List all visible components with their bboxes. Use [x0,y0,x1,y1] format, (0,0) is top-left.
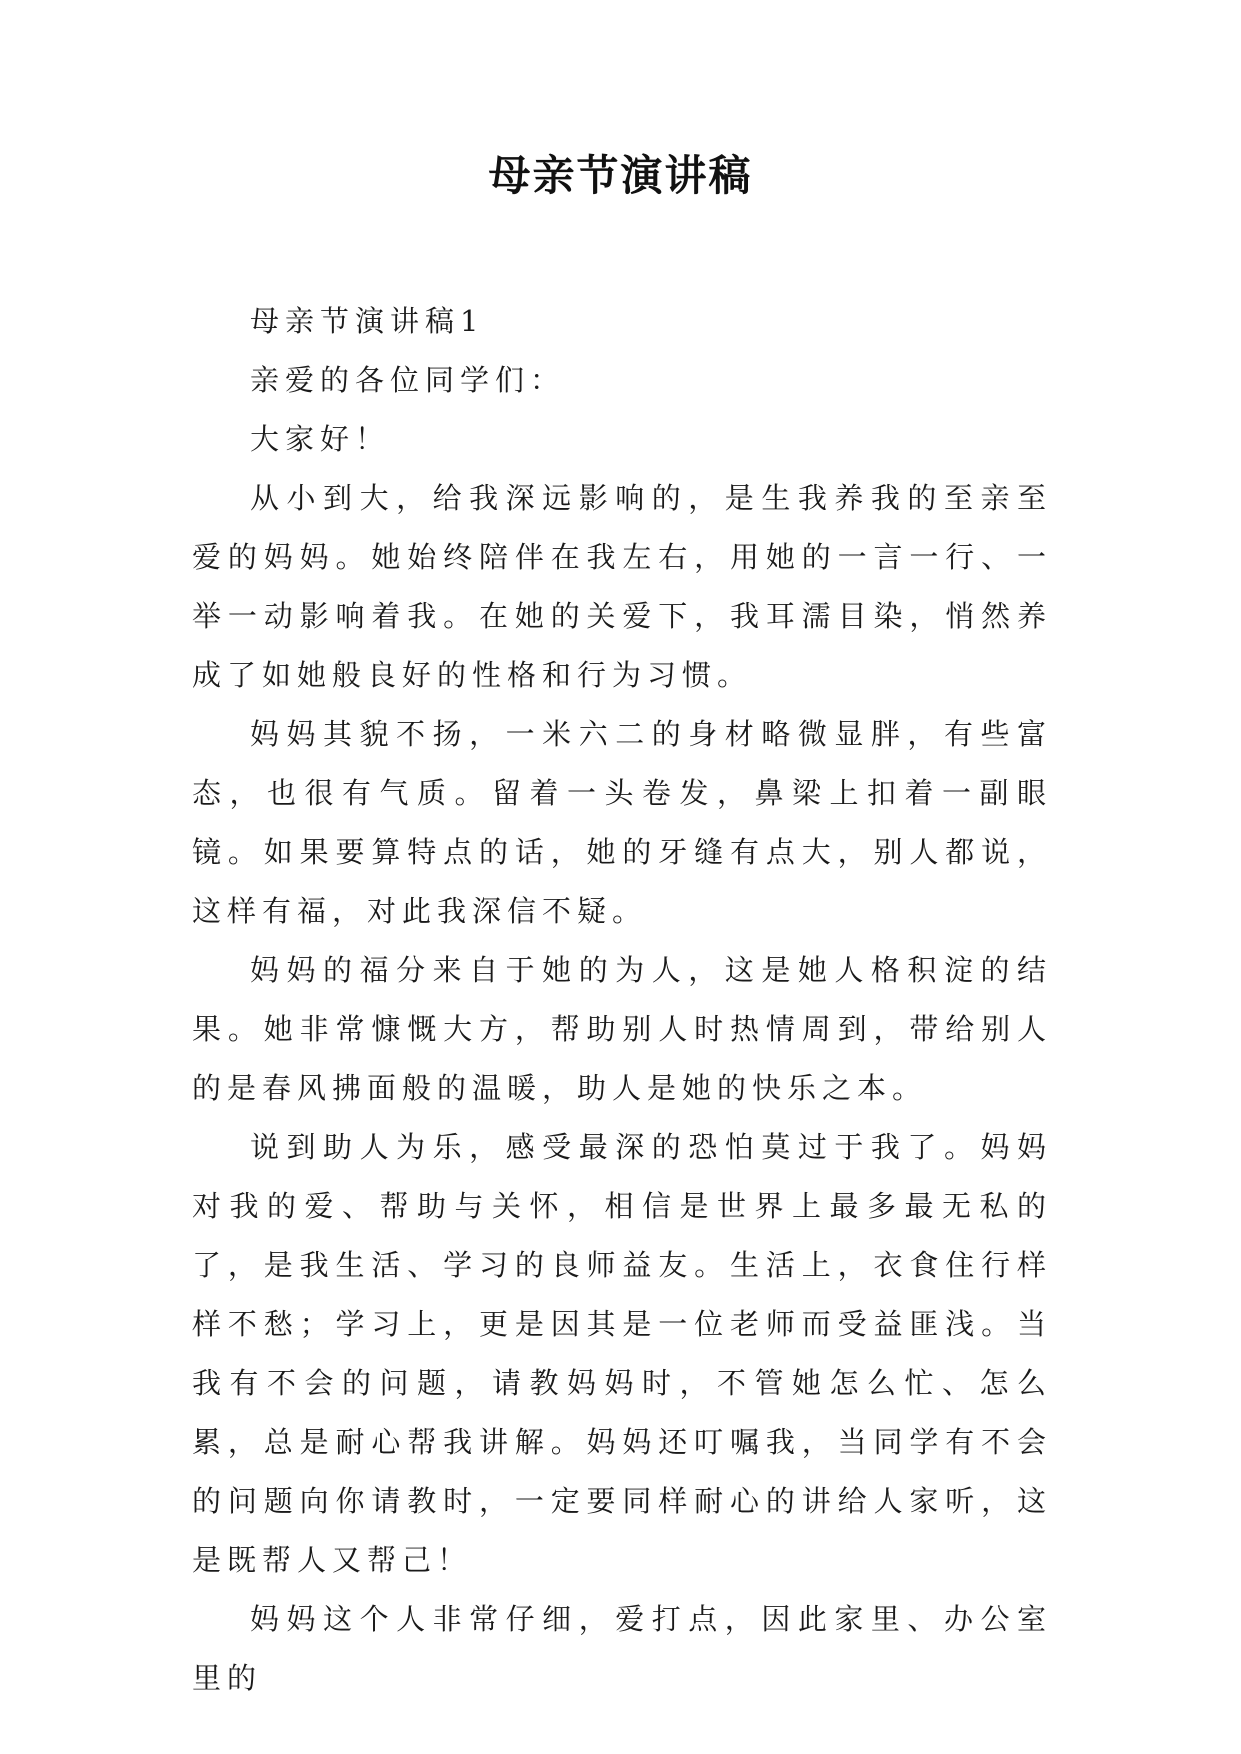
body-paragraph: 从小到大，给我深远影响的，是生我养我的至亲至爱的妈妈。她始终陪伴在我左右，用她的一言一行、一举一动影响着我。在她的关爱下，我耳濡目染，悄然养成了如她般良好的性格和行为习惯。 [192,481,1052,692]
greeting: 大家好！ [250,422,391,456]
section-heading: 母亲节演讲稿1 [250,304,485,338]
salutation: 亲爱的各位同学们： [250,363,566,397]
document-title: 母亲节演讲稿 [488,151,753,200]
body-paragraph: 妈妈其貌不扬，一米六二的身材略微显胖，有些富态，也很有气质。留着一头卷发，鼻梁上扣着一副眼镜。如果要算特点的话，她的牙缝有点大，别人都说，这样有福，对此我深信不疑。 [192,717,1052,928]
body-paragraph: 妈妈的福分来自于她的为人，这是她人格积淀的结果。她非常慷慨大方，帮助别人时热情周到，带给别人的是春风拂面般的温暖，助人是她的快乐之本。 [192,953,1052,1105]
document-body [192,292,1052,1708]
body-paragraph: 说到助人为乐，感受最深的恐怕莫过于我了。妈妈对我的爱、帮助与关怀，相信是世界上最多最无私的了，是我生活、学习的良师益友。生活上，衣食住行样样不愁；学习上，更是因其是一位老师而受益匪浅。当我有不会的问题，请教妈妈时，不管她怎么忙、怎么累，总是耐心帮我讲解。妈妈还叮嘱我，当同学有不会的问题向你请教时，一定要同样耐心的讲给人家听，这是既帮人又帮己！ [192,1130,1052,1577]
body-paragraph: 妈妈这个人非常仔细，爱打点，因此家里、办公室里的 [192,1602,1052,1695]
